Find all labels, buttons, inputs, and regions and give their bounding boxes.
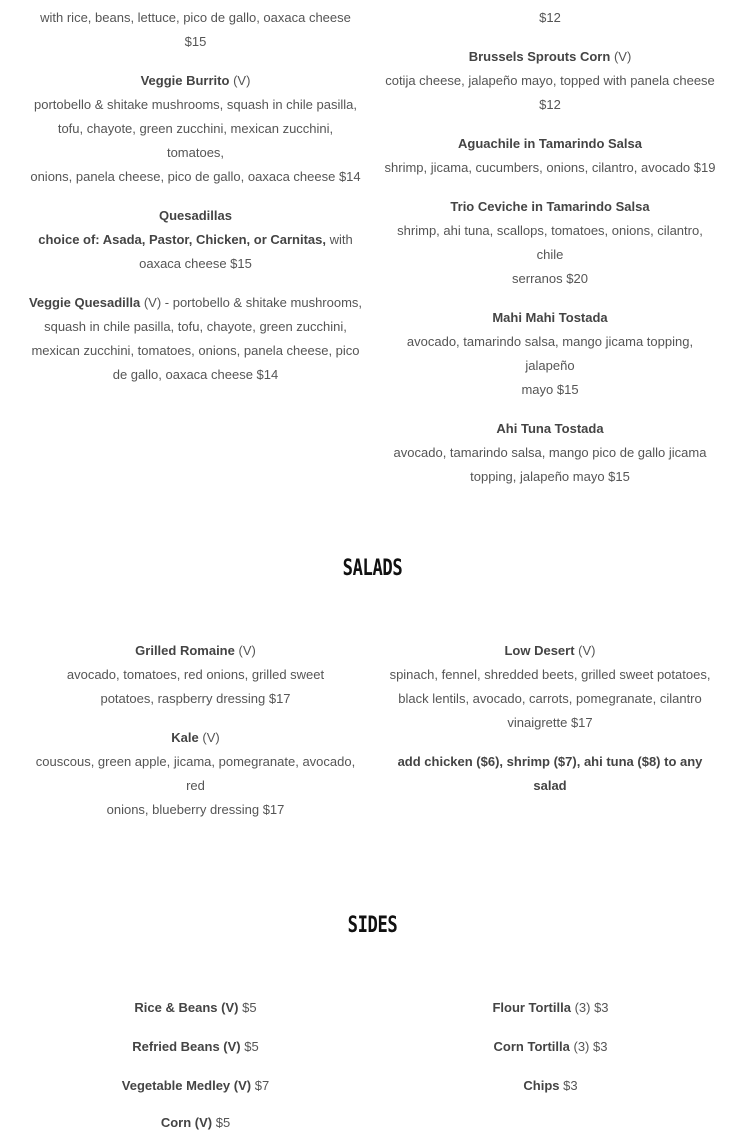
sides-heading: SIDES — [347, 913, 398, 938]
menu-item-veggie-quesadilla — [28, 291, 363, 387]
item-price: $5 — [215, 1115, 231, 1130]
menu-item-brussels-sprouts-corn — [383, 45, 717, 117]
item-description-line: portobello & shitake mushrooms, squash in chile pasilla, — [33, 97, 357, 112]
salad-add-protein-note — [383, 750, 717, 798]
entrees-right-column — [383, 6, 717, 504]
item-description-line: with — [329, 232, 353, 247]
item-name: Vegetable Medley (V) — [121, 1078, 252, 1093]
item-name: Mahi Mahi Tostada — [492, 310, 608, 325]
item-name: Corn Tortilla — [493, 1039, 570, 1054]
item-description-line: shrimp, jicama, cucumbers, onions, cilantro, avocado $19 — [384, 160, 716, 175]
item-name: Rice & Beans (V) — [134, 1000, 239, 1015]
item-description-line: avocado, tamarindo salsa, mango jicama topping, jalapeño — [406, 334, 694, 373]
item-description-line: squash in chile pasilla, tofu, chayote, green zucchini, — [44, 319, 347, 334]
item-name: Flour Tortilla — [492, 1000, 571, 1015]
item-price-line: $15 — [184, 34, 207, 49]
item-name: Corn (V) — [160, 1115, 213, 1130]
item-description-line: serranos $20 — [512, 271, 588, 286]
item-tag: (V) — [238, 643, 256, 658]
item-price: $5 — [242, 1000, 257, 1015]
item-name: Trio Ceviche in Tamarindo Salsa — [450, 199, 650, 214]
menu-item-trio-ceviche — [383, 195, 717, 291]
item-price-line: $12 — [539, 10, 561, 25]
menu-item-mahi-mahi-tostada — [383, 306, 717, 402]
item-description-line: avocado, tamarindo salsa, mango pico de gallo jicama — [393, 445, 707, 460]
item-description-line: vinaigrette $17 — [507, 715, 593, 730]
item-description-line: oaxaca cheese $15 — [139, 256, 252, 271]
item-name: Veggie Burrito — [140, 73, 230, 88]
item-description-line: avocado, tomatoes, red onions, grilled sweet — [66, 667, 325, 682]
item-price: $5 — [244, 1039, 259, 1054]
menu-item-continued — [383, 6, 717, 30]
side-item-rice-beans — [28, 996, 363, 1020]
item-name: Quesadillas — [159, 208, 232, 223]
item-tag: (V) — [578, 643, 596, 658]
side-item-refried-beans — [28, 1035, 363, 1059]
item-tag: (V) — [613, 49, 632, 64]
item-description-line: black lentils, avocado, carrots, pomegranate, cilantro — [398, 691, 702, 706]
item-price-line: $12 — [539, 97, 561, 112]
item-price: $3 — [563, 1078, 578, 1093]
item-description-line: couscous, green apple, jicama, pomegranate, avocado, red — [35, 754, 356, 793]
menu-item-veggie-burrito — [28, 69, 363, 189]
item-description-line: de gallo, oaxaca cheese $14 — [112, 367, 279, 382]
item-description-line: cotija cheese, jalapeño mayo, topped with panela cheese — [385, 73, 715, 88]
salads-right-column — [383, 639, 717, 813]
item-description-line: tofu, chayote, green zucchini, mexican zucchini, tomatoes, — [57, 121, 334, 160]
item-name: Chips — [523, 1078, 560, 1093]
item-name: Aguachile in Tamarindo Salsa — [458, 136, 642, 151]
side-item-corn-tortilla — [383, 1035, 718, 1059]
item-tag: (V) — [202, 730, 220, 745]
menu-item-aguachile — [383, 132, 717, 180]
item-description-line: mexican zucchini, tomatoes, onions, panela cheese, pico — [31, 343, 360, 358]
item-description-line: topping, jalapeño mayo $15 — [470, 469, 630, 484]
item-name: Brussels Sprouts Corn — [468, 49, 611, 64]
item-price: (3) $3 — [573, 1039, 608, 1054]
item-description-line: potatoes, raspberry dressing $17 — [100, 691, 291, 706]
side-item-chips — [383, 1074, 718, 1098]
item-price: (3) $3 — [574, 1000, 609, 1015]
item-name: Grilled Romaine — [135, 643, 235, 658]
item-name: Ahi Tuna Tostada — [496, 421, 604, 436]
item-name: Veggie Quesadilla — [28, 295, 141, 310]
menu-item-kale — [28, 726, 363, 822]
menu-item-ahi-tuna-tostada — [383, 417, 717, 489]
item-tag: (V) — [233, 73, 251, 88]
menu-item-burrito-continued — [28, 6, 363, 54]
side-item-vegetable-medley — [28, 1074, 363, 1098]
item-name: Kale — [171, 730, 199, 745]
side-item-corn — [28, 1111, 363, 1135]
side-item-flour-tortilla — [383, 996, 718, 1020]
item-description-line: with rice, beans, lettuce, pico de gallo, oaxaca cheese — [40, 10, 351, 25]
menu-item-low-desert — [383, 639, 717, 735]
item-description-line: onions, blueberry dressing $17 — [106, 802, 285, 817]
menu-item-quesadillas — [28, 204, 363, 276]
item-name: Refried Beans (V) — [132, 1039, 241, 1054]
entrees-left-column — [28, 6, 363, 402]
item-name: add chicken ($6), shrimp ($7), ahi tuna ($8) to any salad — [397, 754, 703, 793]
menu-item-grilled-romaine — [28, 639, 363, 711]
item-name: Low Desert — [504, 643, 575, 658]
item-tag: (V) - portobello & shitake mushrooms, — [143, 295, 363, 310]
item-description-line: spinach, fennel, shredded beets, grilled sweet potatoes, — [389, 667, 711, 682]
item-description-line: mayo $15 — [521, 382, 579, 397]
item-price: $7 — [254, 1078, 270, 1093]
item-choice: choice of: Asada, Pastor, Chicken, or Carnitas, — [38, 232, 327, 247]
item-description-line: onions, panela cheese, pico de gallo, oaxaca cheese $14 — [30, 169, 361, 184]
salads-heading: SALADS — [342, 556, 403, 581]
item-description-line: shrimp, ahi tuna, scallops, tomatoes, onions, cilantro, chile — [397, 223, 703, 262]
salads-left-column — [28, 639, 363, 837]
